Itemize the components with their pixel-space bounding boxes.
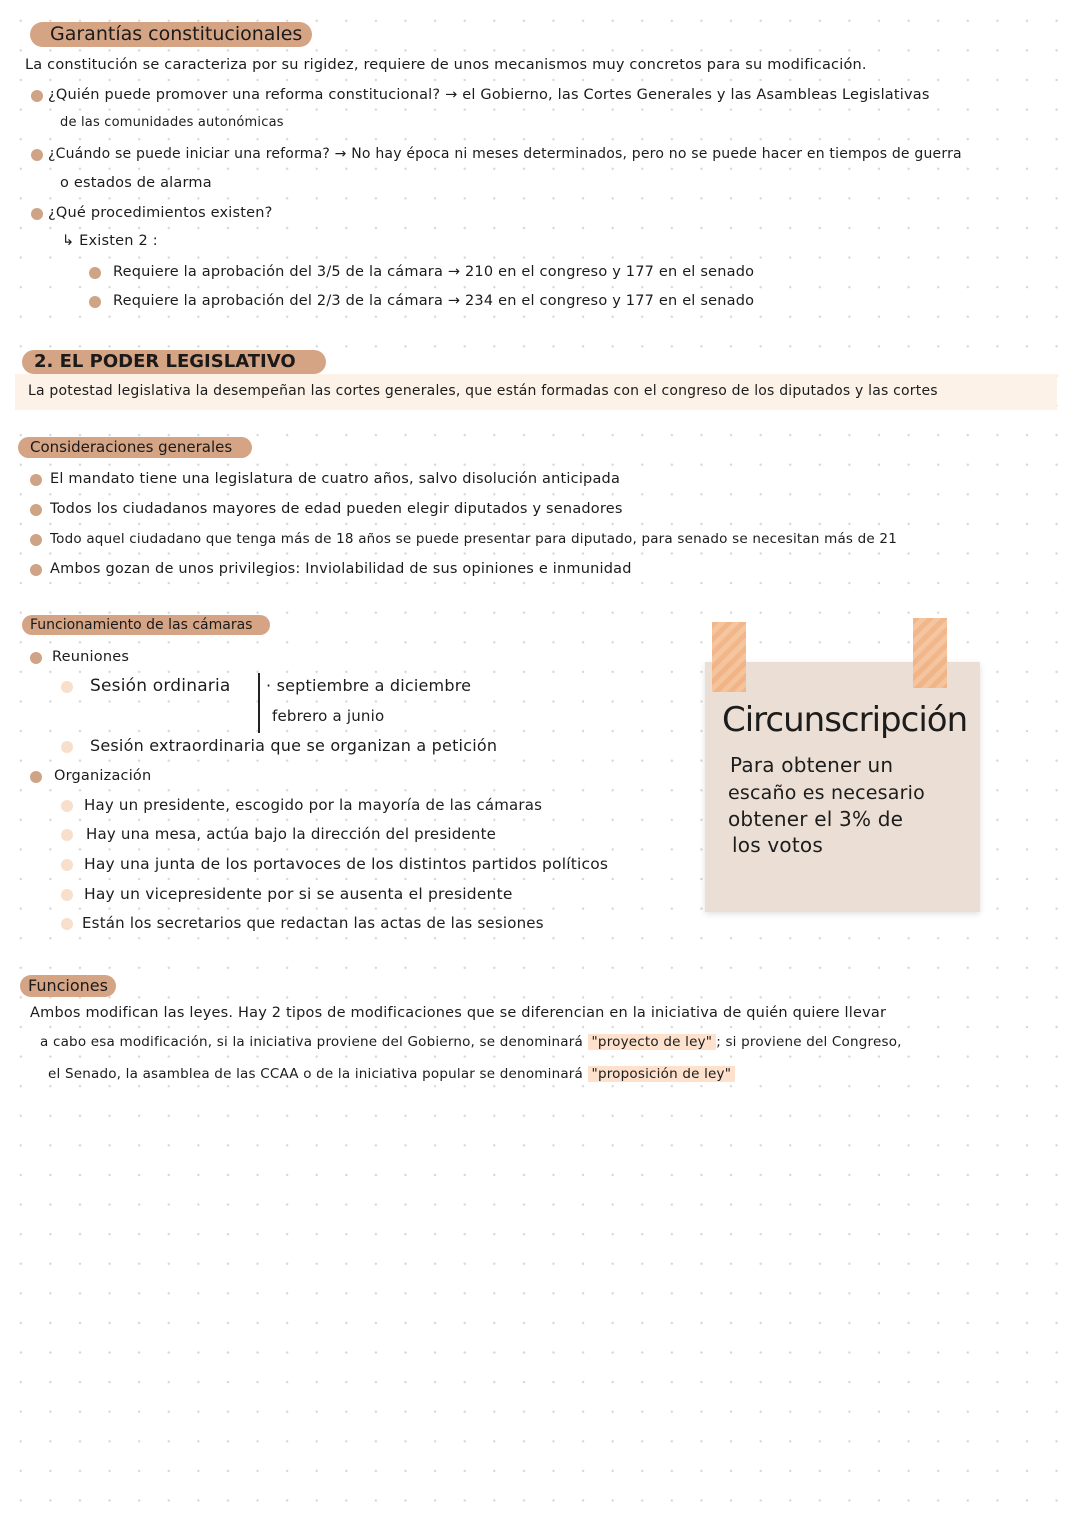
organizacion-item: Hay una junta de los portavoces de los distintos partidos políticos <box>84 855 609 873</box>
bullet-icon <box>61 741 73 753</box>
procedures-answer: ↳ Existen 2 : <box>62 233 158 249</box>
funciones-text: ; si proviene del Congreso, <box>716 1034 902 1050</box>
highlight-proposicion-de-ley: "proposición de ley" <box>588 1066 736 1082</box>
bullet-icon <box>30 652 42 664</box>
bullet-icon <box>30 564 42 576</box>
tape-decoration <box>712 622 746 692</box>
sesion-ordinaria: Sesión ordinaria <box>90 676 231 696</box>
note-line: obtener el 3% de <box>728 807 904 831</box>
section-title-garantias: Garantías constitucionales <box>30 22 312 47</box>
bullet-icon <box>89 267 101 279</box>
bullet-icon <box>30 771 42 783</box>
bullet-icon <box>61 918 73 930</box>
highlight-proyecto-de-ley: "proyecto de ley" <box>588 1034 717 1050</box>
question-when: ¿Cuándo se puede iniciar una reforma? → No hay época ni meses determinados, pero no se puede hacer en tiempos de guerra <box>48 146 962 162</box>
funciones-text: el Senado, la asamblea de las CCAA o de la iniciativa popular se denominará <box>48 1066 584 1082</box>
tape-decoration <box>913 618 947 688</box>
bullet-icon <box>31 208 43 220</box>
intro-text: La constitución se caracteriza por su rigidez, requiere de unos mecanismos muy concretos para su modificación. <box>25 57 867 73</box>
section-title-poder-legislativo: 2. EL PODER LEGISLATIVO <box>22 350 326 374</box>
bullet-icon <box>89 296 101 308</box>
bullet-icon <box>30 474 42 486</box>
banner-text: La potestad legislativa la desempeñan las cortes generales, que están formadas con el congreso de los diputados y las cortes <box>28 383 938 399</box>
consideracion-item: Ambos gozan de unos privilegios: Inviolabilidad de sus opiniones e inmunidad <box>50 561 632 577</box>
organizacion-item: Están los secretarios que redactan las actas de las sesiones <box>82 914 544 932</box>
bullet-icon <box>31 149 43 161</box>
bullet-icon <box>61 829 73 841</box>
question-procedures: ¿Qué procedimientos existen? <box>48 205 273 221</box>
funciones-line <box>40 1032 902 1052</box>
consideracion-item: Todo aquel ciudadano que tenga más de 18 años se puede presentar para diputado, para senado se necesitan más de 21 <box>50 531 897 547</box>
ordinaria-period-1: · septiembre a diciembre <box>266 676 472 695</box>
note-line: escaño es necesario <box>728 782 925 804</box>
bullet-icon <box>30 534 42 546</box>
funciones-line: Ambos modifican las leyes. Hay 2 tipos de modificaciones que se diferencian en la iniciativa de quién quiere llevar <box>30 1005 887 1021</box>
organizacion-item: Hay un vicepresidente por si se ausenta el presidente <box>84 885 513 903</box>
consideracion-item: Todos los ciudadanos mayores de edad pueden elegir diputados y senadores <box>50 501 623 517</box>
organizacion-item: Hay una mesa, actúa bajo la dirección del presidente <box>86 825 497 843</box>
bullet-icon <box>31 90 43 102</box>
question-who-cont: de las comunidades autonómicas <box>60 115 284 130</box>
divider <box>258 673 260 733</box>
funciones-line <box>48 1064 735 1084</box>
section-title-funciones: Funciones <box>20 975 116 997</box>
note-line: Para obtener un <box>730 753 894 777</box>
bullet-icon <box>61 800 73 812</box>
reuniones-label: Reuniones <box>52 649 130 665</box>
bullet-icon <box>61 859 73 871</box>
section-title-funcionamiento: Funcionamiento de las cámaras <box>22 615 270 635</box>
note-line: los votos <box>732 833 823 857</box>
funciones-text: a cabo esa modificación, si la iniciativa proviene del Gobierno, se denominará <box>40 1034 584 1050</box>
bullet-icon <box>61 889 73 901</box>
procedure-item: Requiere la aprobación del 2/3 de la cámara → 234 en el congreso y 177 en el senado <box>113 293 755 309</box>
consideracion-item: El mandato tiene una legislatura de cuatro años, salvo disolución anticipada <box>50 471 621 487</box>
note-title: Circunscripción <box>722 700 968 740</box>
question-when-cont: o estados de alarma <box>60 175 212 191</box>
question-who: ¿Quién puede promover una reforma constitucional? → el Gobierno, las Cortes Generales y las Asambleas Legislativas <box>48 87 930 103</box>
organizacion-label: Organización <box>54 768 152 784</box>
bullet-icon <box>61 681 73 693</box>
bullet-icon <box>30 504 42 516</box>
ordinaria-period-2: febrero a junio <box>272 707 385 725</box>
organizacion-item: Hay un presidente, escogido por la mayoría de las cámaras <box>84 796 543 814</box>
section-title-consideraciones: Consideraciones generales <box>18 437 252 458</box>
procedure-item: Requiere la aprobación del 3/5 de la cámara → 210 en el congreso y 177 en el senado <box>113 264 755 280</box>
sesion-extraordinaria: Sesión extraordinaria que se organizan a petición <box>90 736 498 755</box>
